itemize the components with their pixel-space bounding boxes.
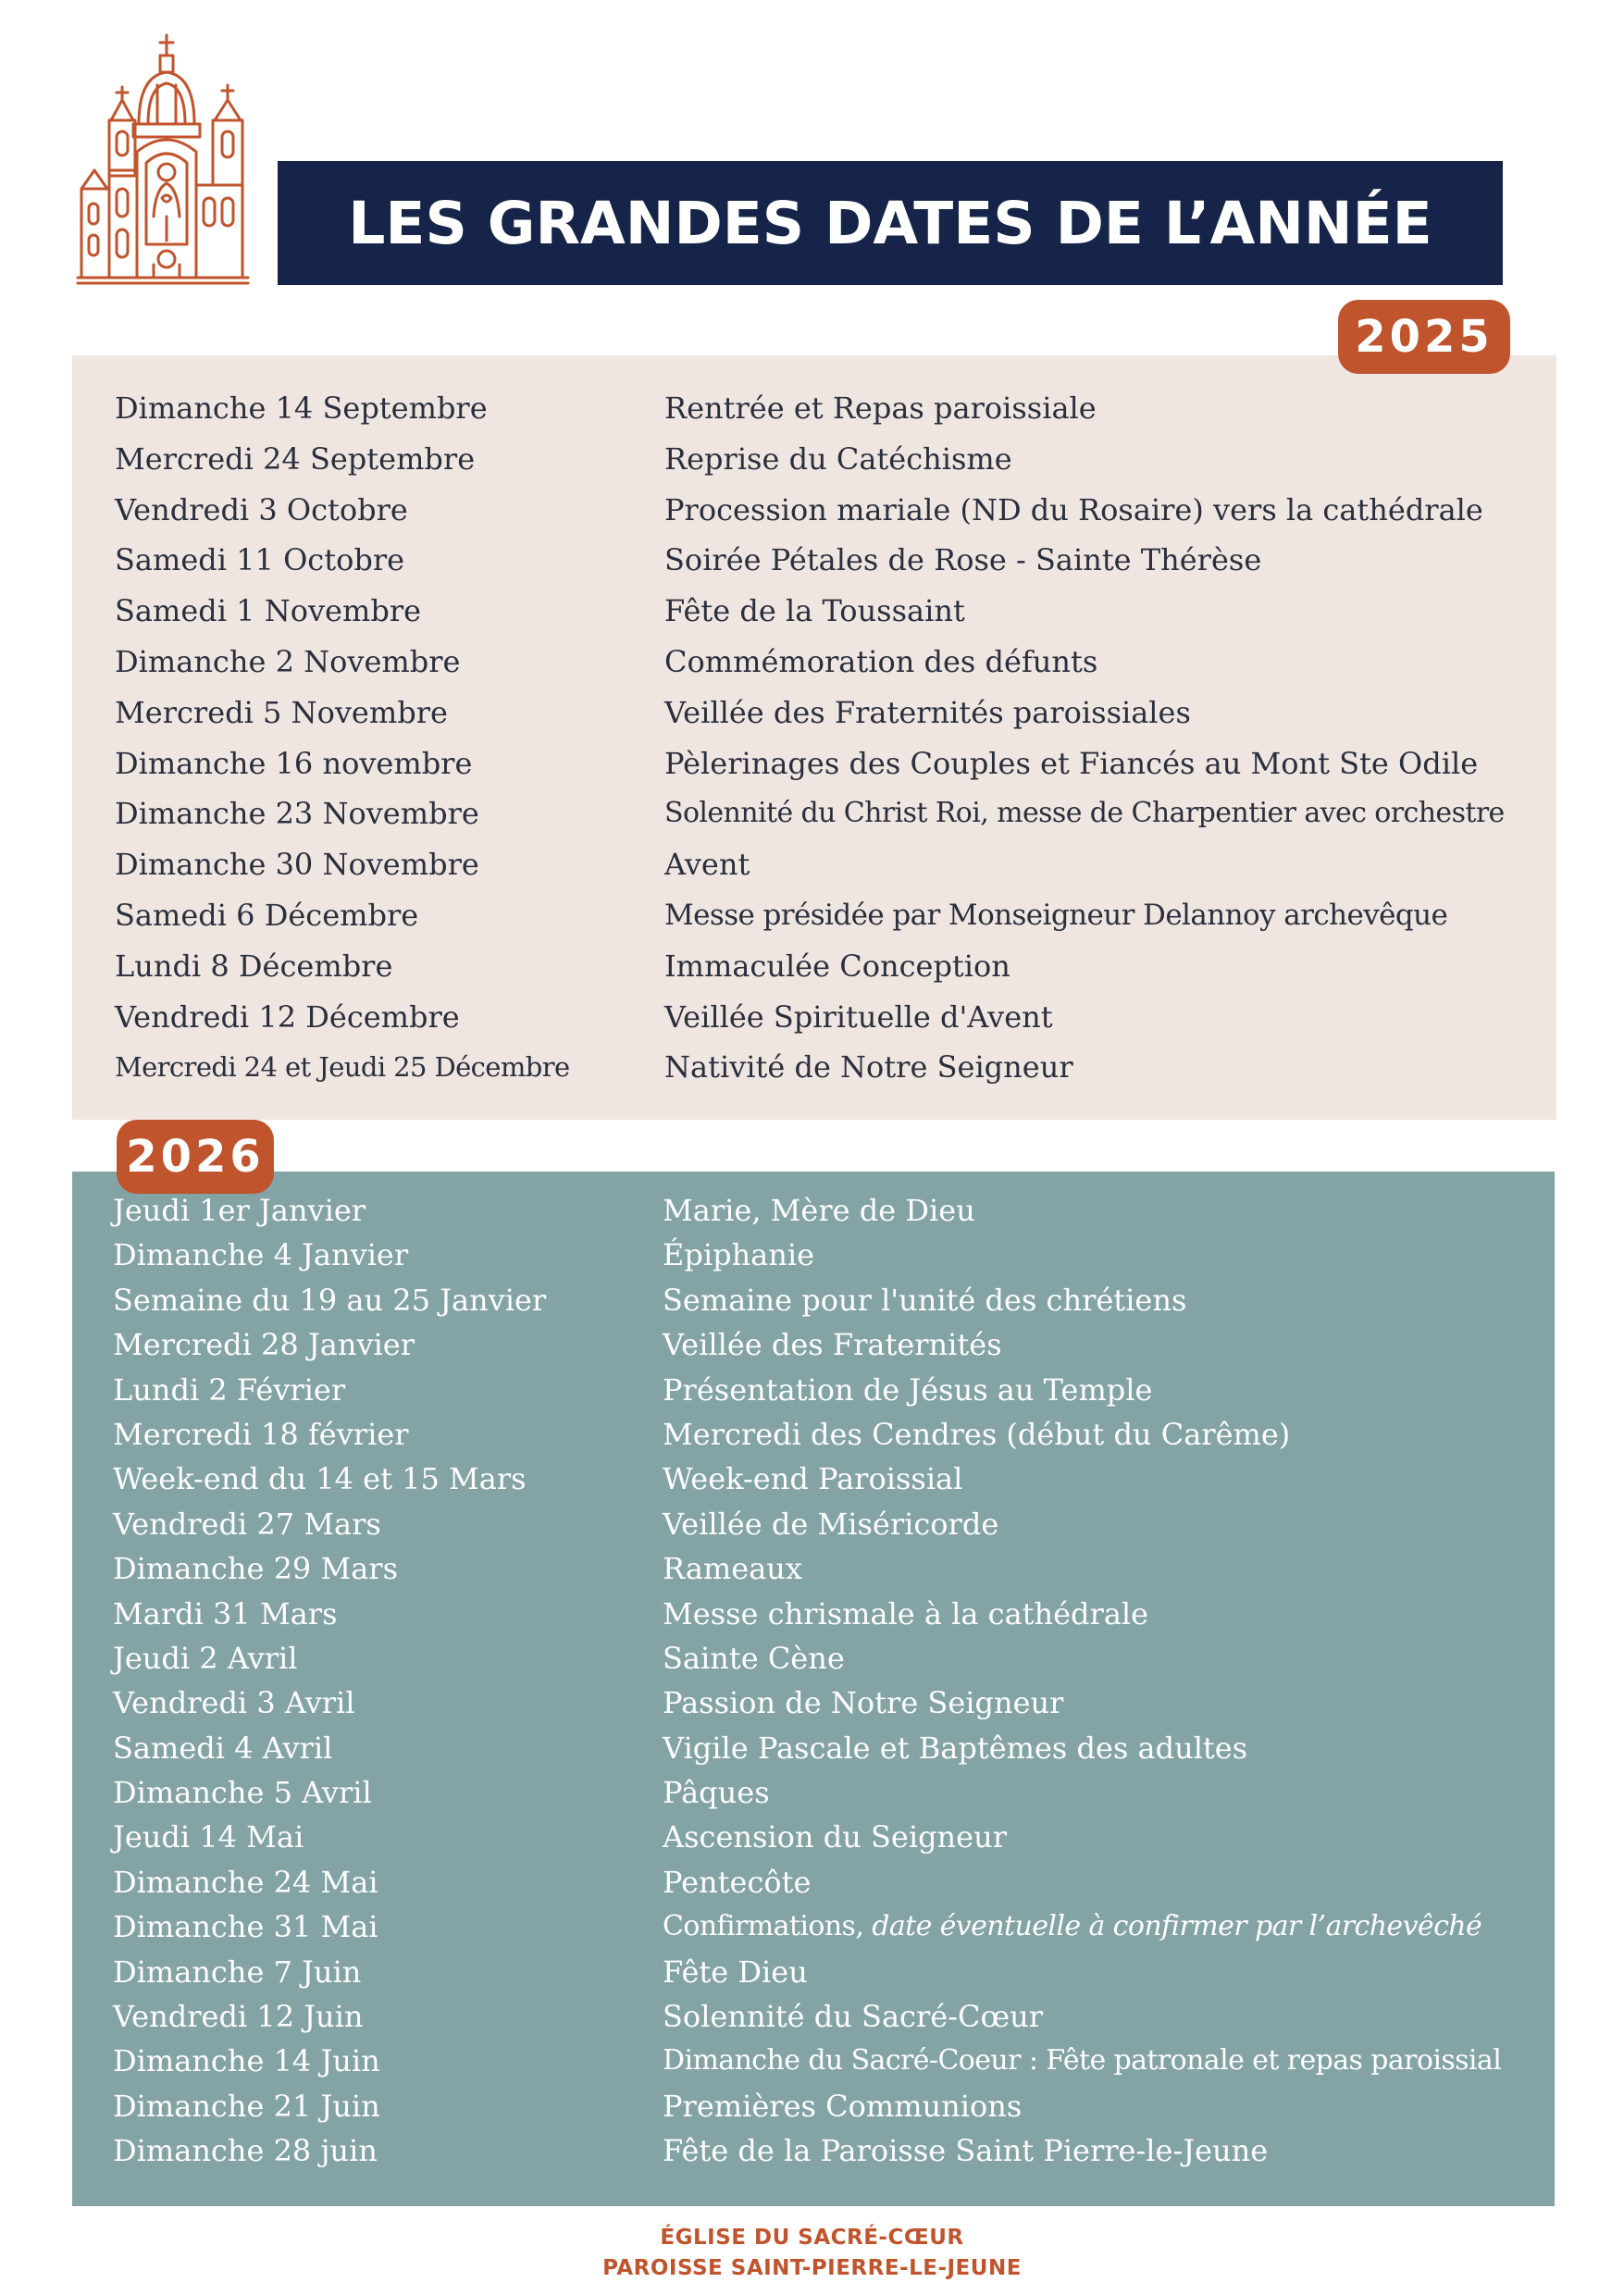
event-row — [113, 1994, 1538, 2039]
event-title: Marie, Mère de Dieu — [663, 1193, 975, 1228]
event-date: Samedi 1 Novembre — [115, 593, 422, 629]
event-date: Dimanche 14 Juin — [113, 2043, 380, 2079]
event-title: Rameaux — [663, 1551, 802, 1587]
event-title: Avent — [664, 847, 750, 883]
year-badge-2026: 2026 — [117, 1120, 274, 1194]
event-row — [115, 637, 1540, 688]
event-title: Procession mariale (ND du Rosaire) vers la cathédrale — [664, 491, 1483, 527]
event-row — [115, 941, 1540, 992]
event-title: Rentrée et Repas paroissiale — [664, 391, 1097, 426]
event-row — [113, 1233, 1538, 1277]
event-row — [115, 586, 1540, 637]
event-title: Fête de la Paroisse Saint Pierre-le-Jeune — [663, 2133, 1269, 2169]
event-title: Messe présidée par Monseigneur Delannoy archevêque — [664, 898, 1448, 932]
event-date: Mercredi 28 Janvier — [113, 1327, 415, 1363]
event-date: Vendredi 12 Décembre — [115, 999, 460, 1035]
event-row — [113, 1368, 1538, 1412]
event-row — [113, 1412, 1538, 1457]
event-row — [113, 1815, 1538, 1859]
event-row — [113, 1726, 1538, 1770]
events-list-2025 — [115, 383, 1540, 1093]
event-date: Mercredi 24 et Jeudi 25 Décembre — [115, 1051, 570, 1084]
event-title: Solennité du Christ Roi, messe de Charpentier avec orchestre — [664, 797, 1505, 830]
footer — [0, 2223, 1624, 2284]
event-title: Pèlerinages des Couples et Fiancés au Mont Ste Odile — [664, 745, 1479, 781]
event-title: Pentecôte — [663, 1864, 812, 1900]
event-title: Épiphanie — [663, 1237, 815, 1273]
event-date: Mercredi 24 Septembre — [115, 440, 476, 477]
event-row — [115, 992, 1540, 1043]
event-row — [113, 1681, 1538, 1725]
event-row — [115, 434, 1540, 485]
event-title: Reprise du Catéchisme — [664, 440, 1012, 477]
event-row — [113, 1188, 1538, 1233]
event-date: Dimanche 4 Janvier — [113, 1237, 409, 1273]
event-row — [113, 2039, 1538, 2083]
events-list-2026 — [113, 1188, 1538, 2174]
event-row — [115, 485, 1540, 536]
event-title: Vigile Pascale et Baptêmes des adultes — [663, 1730, 1248, 1766]
event-date: Lundi 2 Février — [113, 1371, 346, 1408]
event-title: Présentation de Jésus au Temple — [663, 1371, 1153, 1408]
event-date: Samedi 6 Décembre — [115, 897, 419, 933]
event-date: Dimanche 7 Juin — [113, 1954, 362, 1990]
basilica-illustration-icon — [74, 31, 287, 309]
event-note: date éventuelle à confirmer par l’archevêché — [872, 1910, 1482, 1943]
event-date: Vendredi 27 Mars — [113, 1506, 381, 1542]
year-badge-2025: 2025 — [1338, 300, 1510, 374]
event-row — [113, 1546, 1538, 1591]
event-date: Vendredi 3 Avril — [113, 1685, 355, 1721]
event-title: Nativité de Notre Seigneur — [664, 1049, 1073, 1085]
event-row — [113, 1457, 1538, 1501]
event-row — [115, 890, 1540, 941]
event-date: Dimanche 21 Juin — [113, 2088, 380, 2124]
event-title: Veillée des Fraternités — [663, 1327, 1002, 1363]
event-date: Dimanche 5 Avril — [113, 1775, 372, 1811]
event-row — [115, 535, 1540, 586]
event-title — [663, 1904, 1538, 1949]
event-date: Dimanche 24 Mai — [113, 1864, 378, 1900]
event-title-text: Confirmations, — [663, 1910, 864, 1943]
event-title: Pâques — [663, 1775, 770, 1811]
event-title: Mercredi des Cendres (début du Carême) — [663, 1416, 1291, 1452]
event-row — [113, 1770, 1538, 1815]
event-date: Jeudi 1er Janvier — [113, 1193, 366, 1228]
event-row — [115, 1042, 1540, 1093]
event-date: Dimanche 28 juin — [113, 2133, 378, 2169]
event-date: Vendredi 12 Juin — [113, 1999, 364, 2035]
event-row — [113, 1904, 1538, 1949]
event-title: Fête de la Toussaint — [664, 593, 965, 629]
event-row — [115, 383, 1540, 434]
event-date: Lundi 8 Décembre — [115, 948, 393, 984]
event-row — [113, 1860, 1538, 1904]
event-date: Dimanche 2 Novembre — [115, 643, 461, 679]
event-row — [113, 1322, 1538, 1367]
footer-church-name: ÉGLISE DU SACRÉ-CŒUR — [660, 2226, 964, 2250]
event-date: Dimanche 31 Mai — [113, 1909, 378, 1945]
event-row — [115, 738, 1540, 789]
event-row — [113, 1278, 1538, 1322]
event-row — [113, 2084, 1538, 2128]
event-date: Mercredi 18 février — [113, 1416, 409, 1452]
event-date: Mardi 31 Mars — [113, 1595, 338, 1631]
footer-parish-name: PAROISSE SAINT-PIERRE-LE-JEUNE — [602, 2256, 1022, 2280]
event-date: Dimanche 30 Novembre — [115, 847, 479, 883]
event-row — [113, 2128, 1538, 2173]
event-row — [113, 1502, 1538, 1546]
event-date: Jeudi 14 Mai — [113, 1819, 304, 1855]
event-title: Dimanche du Sacré-Coeur : Fête patronale et repas paroissial — [663, 2044, 1502, 2078]
event-date: Samedi 4 Avril — [113, 1730, 333, 1766]
event-row — [113, 1950, 1538, 1994]
event-date: Week-end du 14 et 15 Mars — [113, 1461, 527, 1497]
event-title: Solennité du Sacré-Cœur — [663, 1999, 1044, 2035]
event-row — [115, 839, 1540, 890]
event-date: Mercredi 5 Novembre — [115, 694, 448, 730]
event-title: Veillée de Miséricorde — [663, 1506, 999, 1542]
event-title: Commémoration des défunts — [664, 643, 1098, 679]
event-title: Passion de Notre Seigneur — [663, 1685, 1064, 1721]
event-title: Veillée des Fraternités paroissiales — [664, 694, 1191, 730]
event-title: Sainte Cène — [663, 1640, 845, 1676]
event-row — [115, 688, 1540, 738]
event-date: Semaine du 19 au 25 Janvier — [113, 1282, 547, 1318]
event-row — [115, 788, 1540, 839]
event-title: Ascension du Seigneur — [663, 1819, 1007, 1855]
event-title: Veillée Spirituelle d'Avent — [664, 999, 1053, 1035]
event-date: Dimanche 23 Novembre — [115, 796, 479, 832]
event-row — [113, 1636, 1538, 1681]
title-banner — [278, 161, 1503, 285]
event-date: Jeudi 2 Avril — [113, 1640, 298, 1676]
event-date: Dimanche 16 novembre — [115, 745, 473, 781]
event-title: Semaine pour l'unité des chrétiens — [663, 1282, 1187, 1318]
event-title: Messe chrismale à la cathédrale — [663, 1595, 1149, 1631]
event-date: Dimanche 29 Mars — [113, 1551, 399, 1587]
event-row — [113, 1592, 1538, 1636]
event-date: Dimanche 14 Septembre — [115, 391, 488, 426]
page-title: LES GRANDES DATES DE L’ANNÉE — [348, 189, 1432, 257]
event-title: Week-end Paroissial — [663, 1461, 963, 1497]
event-title: Fête Dieu — [663, 1954, 808, 1990]
event-title: Immaculée Conception — [664, 948, 1010, 984]
event-title: Premières Communions — [663, 2088, 1023, 2124]
event-date: Samedi 11 Octobre — [115, 542, 405, 578]
event-date: Vendredi 3 Octobre — [115, 491, 408, 527]
event-title: Soirée Pétales de Rose - Sainte Thérèse — [664, 542, 1262, 578]
